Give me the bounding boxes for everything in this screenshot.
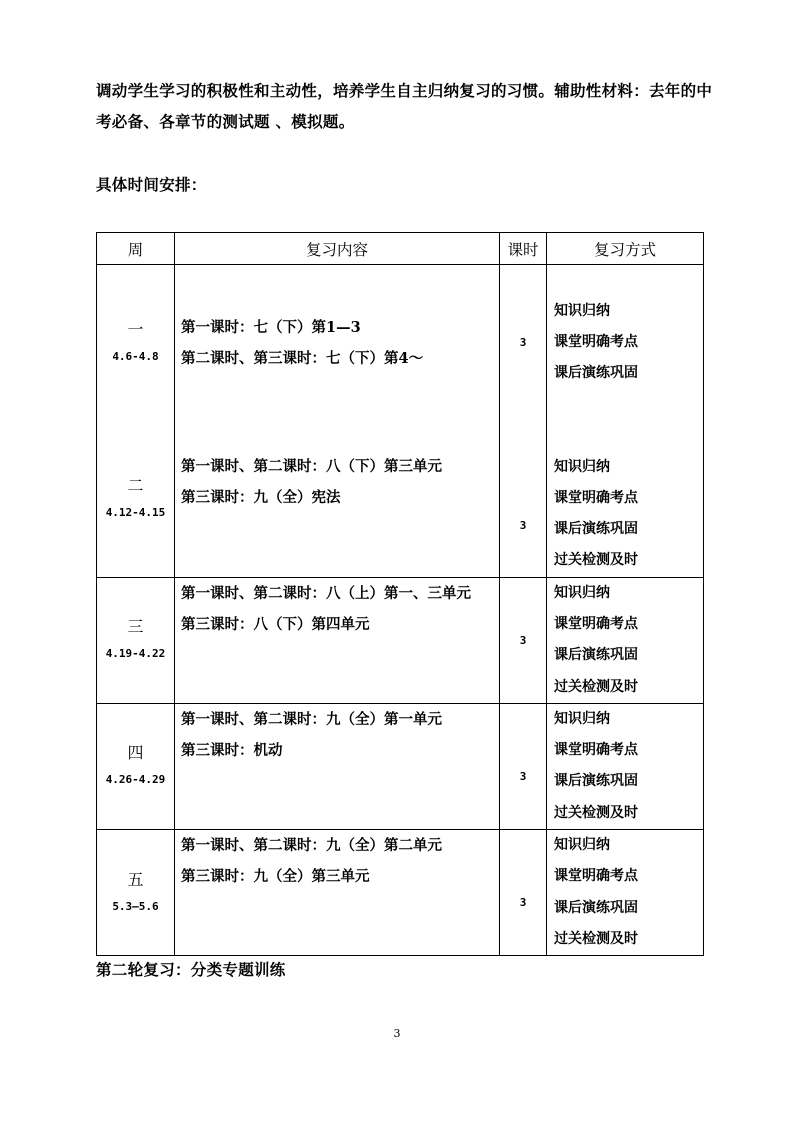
- week-cell: [97, 830, 175, 956]
- method-item: 过关检测及时: [554, 804, 638, 821]
- content-line: 第一课时、第二课时：九（全）第二单元: [181, 837, 442, 855]
- table-row: [97, 703, 704, 829]
- method-item: 过关检测及时: [554, 930, 638, 947]
- week-name: 三: [127, 617, 144, 637]
- header-method: 复习方式: [547, 233, 704, 265]
- method-item: 课堂明确考点: [554, 868, 638, 885]
- method-item: 知识归纳: [554, 584, 610, 601]
- content-cell: [175, 421, 500, 578]
- methods-cell: [547, 577, 704, 703]
- method-item: 课堂明确考点: [554, 489, 638, 506]
- week-cell: [97, 703, 175, 829]
- table-row: [97, 830, 704, 956]
- schedule-heading: 具体时间安排：: [96, 175, 207, 194]
- method-item: 知识归纳: [554, 458, 610, 475]
- table-header-row: [97, 233, 704, 265]
- content-line: 第三课时：机动: [181, 741, 283, 759]
- method-item: 课堂明确考点: [554, 615, 638, 632]
- week-name: 二: [127, 475, 144, 495]
- hours-cell: 3: [500, 577, 547, 703]
- week-cell: [97, 421, 175, 578]
- week-dates: 4.26-4.29: [105, 773, 166, 787]
- week-cell: [97, 265, 175, 421]
- table-row: [97, 421, 704, 578]
- hours-cell: 3: [500, 703, 547, 829]
- content-line: 第一课时、第二课时：八（上）第一、三单元: [181, 584, 471, 602]
- content-cell: [175, 703, 500, 829]
- hours-cell: 3: [500, 830, 547, 956]
- content-line: 第一课时：七（下）第1—3: [181, 318, 361, 336]
- week-dates: 4.19-4.22: [105, 647, 166, 661]
- header-week: 周: [97, 233, 175, 265]
- header-content: 复习内容: [175, 233, 500, 265]
- week-dates: 5.3—5.6: [112, 899, 159, 913]
- method-item: 过关检测及时: [554, 678, 638, 695]
- methods-cell: [547, 421, 704, 578]
- content-line: 第三课时：八（下）第四单元: [181, 615, 370, 633]
- week-name: 四: [127, 743, 144, 763]
- intro-line-1: 调动学生学习的积极性和主动性，培养学生自主归纳复习的习惯。辅助性材料：去年的中: [96, 81, 713, 100]
- method-item: 课堂明确考点: [554, 742, 638, 759]
- content-cell: [175, 577, 500, 703]
- table-row: [97, 265, 704, 421]
- week-dates: 4.12-4.15: [105, 505, 166, 519]
- method-item: 课后演练巩固: [554, 365, 638, 382]
- method-item: 课后演练巩固: [554, 521, 638, 538]
- second-round-heading: 第二轮复习：分类专题训练: [96, 960, 286, 979]
- content-line: 第一课时、第二课时：九（全）第一单元: [181, 710, 442, 728]
- method-item: 知识归纳: [554, 837, 610, 854]
- method-item: 课堂明确考点: [554, 334, 638, 351]
- hours-cell: 3: [500, 421, 547, 578]
- schedule-table: [96, 232, 704, 956]
- intro-line-2: 考必备、各章节的测试题 、模拟题。: [96, 112, 355, 131]
- method-item: 知识归纳: [554, 302, 610, 319]
- method-item: 知识归纳: [554, 710, 610, 727]
- week-dates: 4.6-4.8: [112, 349, 159, 363]
- week-name: 一: [127, 319, 144, 339]
- methods-cell: [547, 265, 704, 421]
- content-line: 第一课时、第二课时：八（下）第三单元: [181, 457, 442, 475]
- hours-cell: 3: [500, 265, 547, 421]
- header-hours: 课时: [500, 233, 547, 265]
- content-cell: [175, 830, 500, 956]
- methods-cell: [547, 830, 704, 956]
- page-number: 3: [393, 1027, 401, 1040]
- method-item: 课后演练巩固: [554, 899, 638, 916]
- content-line: 第二课时、第三课时：七（下）第4～: [181, 349, 424, 367]
- method-item: 过关检测及时: [554, 552, 638, 569]
- week-name: 五: [127, 869, 144, 889]
- content-cell: [175, 265, 500, 421]
- week-cell: [97, 577, 175, 703]
- content-line: 第三课时：九（全）宪法: [181, 488, 341, 506]
- intro-paragraph: [96, 75, 721, 137]
- method-item: 课后演练巩固: [554, 647, 638, 664]
- methods-cell: [547, 703, 704, 829]
- table-row: [97, 577, 704, 703]
- content-line: 第三课时：九（全）第三单元: [181, 868, 370, 886]
- method-item: 课后演练巩固: [554, 773, 638, 790]
